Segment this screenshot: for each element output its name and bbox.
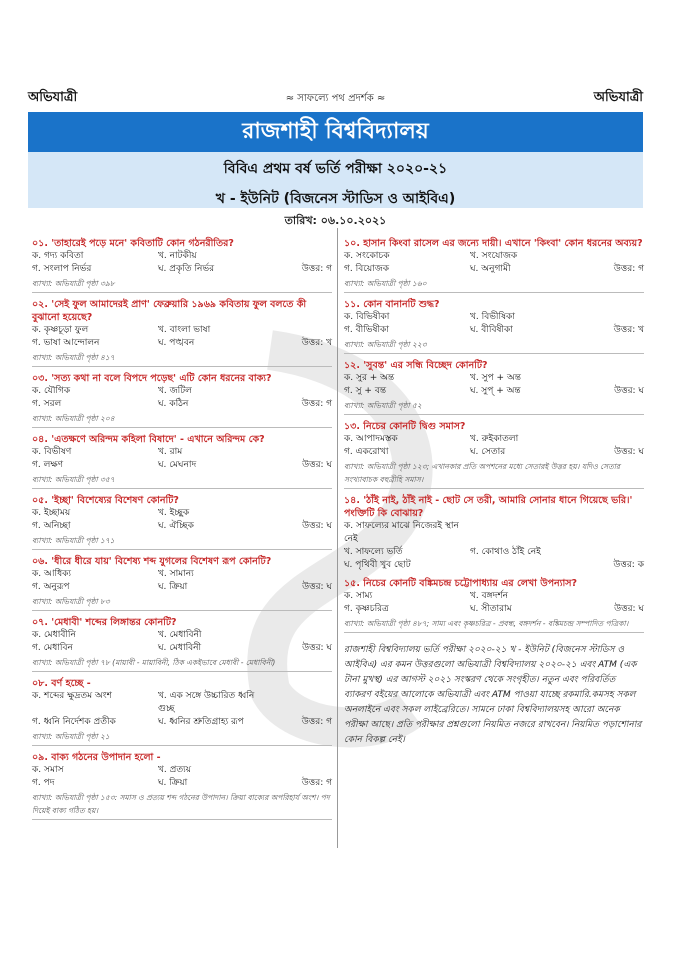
option-label: খ. বিভীষিকা <box>470 312 515 322</box>
question-text: ০৭. 'মেধাবী' শব্দের লিঙ্গান্তর কোনটি? <box>32 617 177 628</box>
option-label: ঘ. প্রকৃতি নির্ভর <box>158 264 215 274</box>
option-row <box>344 446 644 459</box>
answer-label <box>584 372 644 385</box>
option-row <box>32 398 332 411</box>
unit-name: খ - ইউনিট (বিজনেস স্টাডিস ও আইবিএ) <box>215 191 456 207</box>
option-label <box>470 559 584 572</box>
option-label: খ. বাংলা ভাষা <box>158 325 211 335</box>
option-row <box>32 324 332 337</box>
option-label: ক. সংকোচক <box>344 251 390 261</box>
exam-date: তারিখ: ০৬.১০.২০২১ <box>284 214 387 227</box>
option-label: ক. মেধাবীনি <box>32 630 76 640</box>
tagline: ≈ সাফল্যে পথ প্রদর্শক ≈ <box>285 93 386 104</box>
answer-label: উত্তর: ঘ <box>614 386 644 396</box>
option-row <box>344 546 644 559</box>
answer-label <box>272 446 332 459</box>
option-row <box>32 520 332 533</box>
option-label: খ. প্রত্যয় <box>158 765 192 775</box>
explanation: ব্যাখ্যা: অভিযাত্রী পৃষ্ঠা ১৬০ <box>344 277 644 293</box>
answer-label <box>272 385 332 398</box>
option-row <box>32 459 332 472</box>
option-row <box>344 311 644 324</box>
option-row <box>344 385 644 398</box>
option-label: খ. বঙ্গদর্শন <box>470 591 509 601</box>
option-label: ঘ. ঐচ্ছিক <box>158 521 194 531</box>
explanation: ব্যাখ্যা: অভিযাত্রী পৃষ্ঠা ৪১৭ <box>32 351 332 367</box>
answer-label: উত্তর: ঘ <box>302 460 332 470</box>
option-label: গ. বীভিষীকা <box>344 325 389 335</box>
answer-label <box>272 764 332 777</box>
option-label: গ. বিয়োজক <box>344 264 390 274</box>
brand-logo-right: অভিযাত্রী <box>593 90 643 105</box>
answer-label <box>272 629 332 642</box>
source-note: রাজশাহী বিশ্ববিদ্যালয় ভর্তি পরীক্ষা ২০২০-২১ খ - ইউনিট (বিজনেস স্টাডিস ও আইবিএ) এর কমন উত্তরগুলো অভিযাত্রী বিশ্ববিদ্যালয় ২০২০-২১ এবং ATM (এক টানা মুখস্থ) এর আগস্ট ২০২১ সংস্করণ থেকে সংগৃহীত। নতুন এবং পরিবর্তিত ব্যাকরণ বইয়ের আলোকে অভিযাত্রী এবং ATM পাওয়া যাচ্ছে রকমারি.কমসহ সকল অনলাইনে এবং সকল লাইব্রেরিতে। সামনে ঢাকা বিশ্ববিদ্যালয়সহ আরো অনেক পরীক্ষা আছে। প্রতি পরীক্ষার প্রশ্নগুলো নিয়মিত নজরে রাখবেন। নিয়মিত পড়াশোনার কোন বিকল্প নেই। <box>344 645 642 745</box>
explanation: ব্যাখ্যা: অভিযাত্রী পৃষ্ঠা ৩৯৮ <box>32 277 332 293</box>
option-label: ঘ. অনুগামী <box>470 264 511 274</box>
option-row <box>32 716 332 729</box>
option-label: খ. ইচ্ছুক <box>158 508 190 518</box>
explanation: ব্যাখ্যা: অভিযাত্রী পৃষ্ঠা ৪৮৭; সাম্য এবং কৃষ্ণচরিত্র - প্রবন্ধ, বঙ্গদর্শন - বঙ্কিমচন্দ্র সম্পাদিত পত্রিকা। <box>344 617 644 633</box>
option-row <box>32 581 332 594</box>
option-label: ক. শব্দের ক্ষুদ্রতম অংশ <box>32 691 112 701</box>
option-row <box>32 642 332 655</box>
option-label: ক. বিভীষণ <box>32 447 72 457</box>
option-row <box>32 385 332 398</box>
exam-name: বিবিএ প্রথম বর্ষ ভর্তি পরীক্ষা ২০২০-২১ <box>223 161 448 177</box>
option-label: গ. সংলাপ নির্ভর <box>32 264 92 274</box>
answer-label <box>584 520 644 546</box>
option-row <box>32 446 332 459</box>
option-row <box>32 777 332 790</box>
option-row <box>32 263 332 276</box>
option-row <box>344 433 644 446</box>
option-label: খ. নাটকীয় <box>158 251 197 261</box>
option-row <box>344 324 644 337</box>
brand-logo-left: অভিযাত্রী <box>28 90 78 105</box>
option-label: গ. অনুরূপ <box>32 582 70 592</box>
answer-label: উত্তর: ঘ <box>614 447 644 457</box>
option-label: গ. কোথাও ঠাঁই নেই <box>470 547 541 557</box>
option-row <box>344 520 644 546</box>
top-bar <box>28 88 643 110</box>
option-label: ঘ. কঠিন <box>158 399 189 409</box>
question-text: ০৩. 'সত্য কথা না বলে বিপদে পড়েছ' এটি কোন ধরনের বাক্য? <box>32 373 272 384</box>
question-text: ১৩. নিচের কোনটি দ্বিগু সমাস? <box>344 421 466 432</box>
option-label: ক. আধিক্য <box>32 569 72 579</box>
option-label: ঘ. সেতার <box>470 447 506 457</box>
answer-label: উত্তর: ক <box>613 560 644 570</box>
answer-label: উত্তর: ঘ <box>302 582 332 592</box>
answer-label <box>584 311 644 324</box>
option-label: খ. মেধাবিনী <box>158 630 202 640</box>
option-label: ক. ইচ্ছাময় <box>32 508 71 518</box>
answer-label: উত্তর: খ <box>613 325 644 335</box>
option-label: ঘ. ক্রিয়া <box>158 778 188 788</box>
option-label: ক. সুর + অন্ত <box>344 373 395 383</box>
option-row <box>32 629 332 642</box>
answer-label: উত্তর: ঘ <box>302 643 332 653</box>
option-label: গ. মেধাবিন <box>32 643 73 653</box>
option-label <box>470 520 584 546</box>
option-label: গ. লক্ষণ <box>32 460 64 470</box>
option-label: খ. রাম <box>158 447 183 457</box>
answer-label <box>272 690 332 716</box>
explanation: ব্যাখ্যা: অভিযাত্রী পৃষ্ঠা ৮৩ <box>32 595 332 611</box>
explanation: ব্যাখ্যা: অভিযাত্রী পৃষ্ঠা ১৫৩: সমাস ও প্রত্যয় শব্দ গঠনের উপাদান। ক্রিয়া বাক্যের অপরিহার্য অংশ। পদ দিয়েই বাক্য গঠিত হয়। <box>32 791 332 820</box>
answer-label: উত্তর: গ <box>301 778 332 788</box>
option-label: ঘ. সুপ্ + অন্ত <box>470 386 521 396</box>
left-column <box>32 232 332 820</box>
answer-label: উত্তর: গ <box>301 264 332 274</box>
explanation: ব্যাখ্যা: অভিযাত্রী পৃষ্ঠা ১২৩; এখানকার প্রতি অপশনের মধ্যে সেতারই উত্তর হয়। যদিও সেতার সংখ্যাবাচক বহুব্রীহি সমাস। <box>344 460 644 489</box>
answer-label: উত্তর: গ <box>301 399 332 409</box>
question-text: ০৫. 'ইচ্ছা' বিশেষ্যের বিশেষণ কোনটি? <box>32 495 179 506</box>
option-row <box>344 263 644 276</box>
option-row <box>32 250 332 263</box>
option-label: খ. জটিল <box>158 386 192 396</box>
option-label: ক. গদ্য কবিতা <box>32 251 84 261</box>
option-label: গ. অনিচ্ছা <box>32 521 71 531</box>
explanation: ব্যাখ্যা: অভিযাত্রী পৃষ্ঠা ৭৮ (মায়াবী - মায়াবিনী, ঠিক একইভাবে মেধাবী - মেধাবিনী) <box>32 656 332 672</box>
answer-label: উত্তর: গ <box>613 264 644 274</box>
answer-label: উত্তর: খ <box>301 338 332 348</box>
option-label: গ. সু + বন্ত <box>344 386 387 396</box>
option-row <box>344 590 644 603</box>
option-row <box>32 507 332 520</box>
option-label: ক. সমাস <box>32 765 64 775</box>
answer-label <box>584 250 644 263</box>
option-label: গ. ধ্বনি নির্দেশক প্রতীক <box>32 717 116 727</box>
option-row <box>344 250 644 263</box>
answer-label: উত্তর: ঘ <box>614 604 644 614</box>
option-label: গ. কৃষ্ণচরিত্র <box>344 604 389 614</box>
question-text: ১৪. 'ঠাঁই নাই, ঠাঁই নাই - ছোট সে তরী, আমারি সোনার ধানে গিয়েছে ভরি।' পংক্তিটি কি বোঝায়? <box>344 495 633 519</box>
explanation: ব্যাখ্যা: অভিযাত্রী পৃষ্ঠা ২০৪ <box>32 412 332 428</box>
option-label: খ. এক সঙ্গে উচ্চারিত ধ্বনি গুচ্ছ <box>158 691 255 714</box>
right-column <box>344 232 644 748</box>
answer-label <box>272 568 332 581</box>
option-label: খ. সুপ + অন্ত <box>470 373 521 383</box>
option-label: ক. আপাদমস্তক <box>344 434 398 444</box>
option-row <box>32 337 332 350</box>
option-row <box>32 764 332 777</box>
question-text: ০৬. 'ধীরে ধীরে যায়' বিশেষ্য শব্দ যুগলের বিশেষণ রূপ কোনটি? <box>32 556 272 567</box>
answer-label: উত্তর: ঘ <box>302 521 332 531</box>
answer-label <box>272 250 332 263</box>
explanation: ব্যাখ্যা: অভিযাত্রী পৃষ্ঠা ১৭১ <box>32 534 332 550</box>
option-label: ক. সাফল্যের মাঝে নিজেরই স্থান নেই <box>344 521 459 544</box>
question-text: ১০. হাসান কিংবা রাসেল এর জন্যে দায়ী। এখানে 'কিংবা' কোন ধরনের অব্যয়? <box>344 238 643 249</box>
option-label: গ. একরোখা <box>344 447 389 457</box>
answer-label <box>272 507 332 520</box>
explanation: ব্যাখ্যা: অভিযাত্রী পৃষ্ঠা ২২৩ <box>344 338 644 354</box>
option-label: ক. কৃষ্ণচূড়া ফুল <box>32 325 89 335</box>
answer-label: উত্তর: গ <box>301 717 332 727</box>
question-text: ১১. কোন বানানটি শুদ্ধ? <box>344 299 440 310</box>
question-text: ০৮. বর্ণ হচ্ছে - <box>32 678 91 689</box>
option-label: ক. বিভিষীকা <box>344 312 390 322</box>
question-text: ১২. 'সুবন্ত' এর সন্ধি বিচ্ছেদ কোনটি? <box>344 360 488 371</box>
explanation: ব্যাখ্যা: অভিযাত্রী পৃষ্ঠা ৩৫৭ <box>32 473 332 489</box>
option-label: ঘ. মেধাবিনী <box>158 643 202 653</box>
option-label: ঘ. মেঘনাদ <box>158 460 197 470</box>
option-label: ক. যৌগিক <box>32 386 71 396</box>
option-label: ঘ. ক্রিয়া <box>158 582 188 592</box>
explanation: ব্যাখ্যা: অভিযাত্রী পৃষ্ঠা ২১ <box>32 730 332 746</box>
option-label: খ. রুইকাতলা <box>470 434 519 444</box>
option-row <box>32 568 332 581</box>
option-label: খ. সংযোজক <box>470 251 518 261</box>
answer-label <box>584 590 644 603</box>
question-text: ০৪. 'এতক্ষণে অরিন্দম কহিলা বিষাদে' - এখানে অরিন্দম কে? <box>32 434 265 445</box>
option-row <box>344 559 644 572</box>
option-label: ঘ. পৃথিবী খুব ছোট <box>344 560 411 570</box>
option-label: গ. ভাষা আন্দোলন <box>32 338 100 348</box>
page-title: রাজশাহী বিশ্ববিদ্যালয় <box>28 112 643 152</box>
column-divider <box>337 228 338 848</box>
option-row <box>344 603 644 616</box>
option-label: খ. সাফল্যে ভর্তি <box>344 547 403 557</box>
question-text: ১৫. নিচের কোনটি বঙ্কিমচন্দ্র চট্টোপাধ্যায় এর লেখা উপন্যাস? <box>344 578 578 589</box>
option-label: গ. পদ <box>32 778 55 788</box>
answer-label <box>584 546 644 559</box>
explanation: ব্যাখ্যা: অভিযাত্রী পৃষ্ঠা ৫২ <box>344 399 644 415</box>
option-label: ঘ. সীতারাম <box>470 604 512 614</box>
question-text: ০১. 'তাহারেই পড়ে মনে' কবিতাটি কোন গঠনরীতির? <box>32 238 234 249</box>
answer-label <box>272 324 332 337</box>
option-label: খ. সামান্য <box>158 569 194 579</box>
option-label: গ. সরল <box>32 399 62 409</box>
option-row <box>32 690 332 716</box>
answer-label <box>584 433 644 446</box>
question-text: ০২. 'সেই ফুল আমাদেরই প্রাণ' ফেব্রুয়ারি ১৯৬৯ কবিতায় ফুল বলতে কী বুঝানো হয়েছে? <box>32 299 307 323</box>
option-label: ঘ. বীবিষীকা <box>470 325 513 335</box>
option-label: ঘ. ধ্বনির শ্রুতিগ্রাহ্য রূপ <box>158 717 244 727</box>
exam-header <box>28 152 643 208</box>
option-label: ঘ. পঙ্খবন <box>158 338 195 348</box>
option-row <box>344 372 644 385</box>
question-text: ০৯. বাক্য গঠনের উপাদান হলো - <box>32 752 161 763</box>
option-label: ক. সাম্য <box>344 591 373 601</box>
